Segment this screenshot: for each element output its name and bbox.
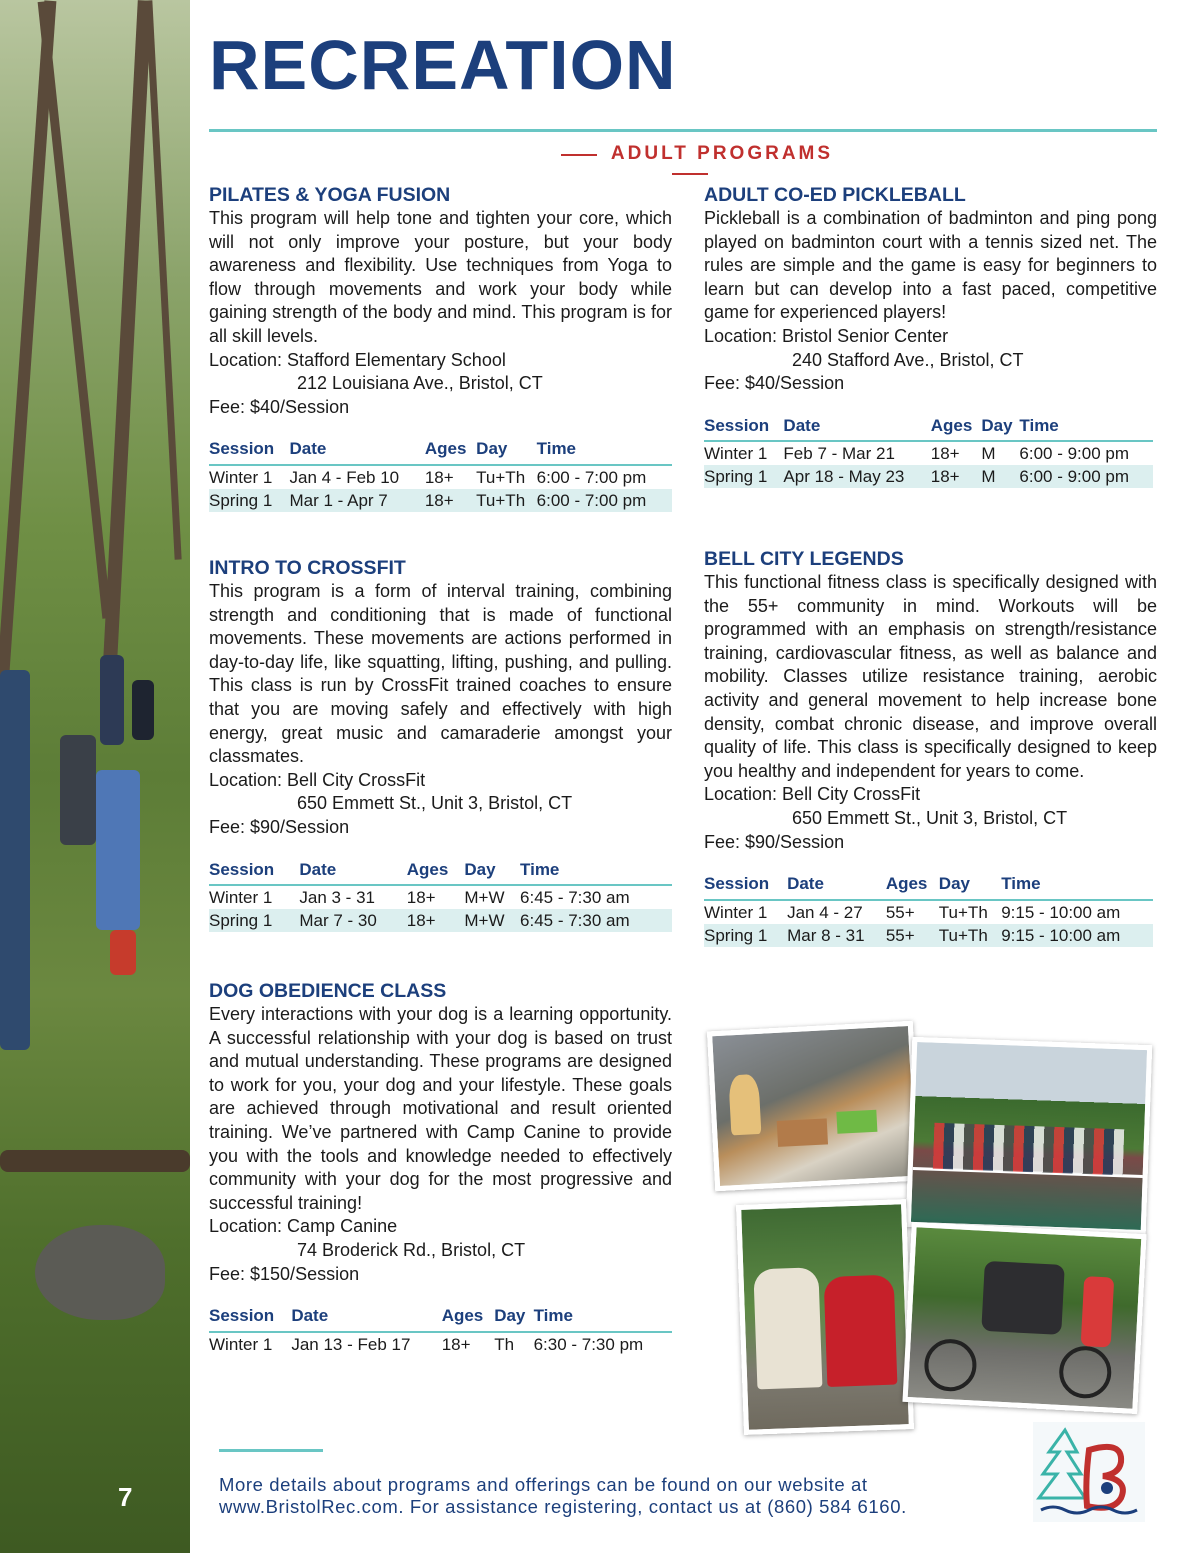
photo-detail-woman <box>824 1275 898 1387</box>
cell-date: Jan 4 - Feb 10 <box>289 467 400 487</box>
bristol-rec-logo <box>1033 1422 1145 1522</box>
cell-time: 6:30 - 7:30 pm <box>533 1334 644 1354</box>
table-row <box>209 465 672 489</box>
table-row <box>209 909 672 932</box>
program-description: Every interactions with your dog is a learning opportunity. A successful relationship with your dog is based on trust and mutual understanding. These programs are designed to work for you, your dog and your lifestyle. These goals are achieved through motivational and result oriented training. We’ve partnered with Camp Canine to provide you with the tools and knowledge needed to effectively community with your dog for the most progressive and successful training! <box>209 1004 672 1213</box>
page-title: RECREATION <box>209 26 677 104</box>
cell-ages: 55+ <box>885 902 915 922</box>
program-address: 240 Stafford Ave., Bristol, CT <box>792 349 1024 370</box>
column-header-session: Session <box>209 435 290 465</box>
cell-session: Winter 1 <box>704 902 768 922</box>
photo-detail-wheel <box>1058 1345 1113 1400</box>
cell-day: M <box>981 444 996 464</box>
cell-session: Winter 1 <box>704 444 768 464</box>
cell-ages: 18+ <box>407 909 465 932</box>
footer-info <box>219 1474 907 1518</box>
program-title: PILATES & YOGA FUSION <box>209 184 451 206</box>
column-header-session: Session <box>209 1302 291 1332</box>
cell-session: Winter 1 <box>209 1334 273 1354</box>
table-row <box>209 885 672 909</box>
column-header-time: Time <box>1001 870 1153 900</box>
column-header-date: Date <box>290 435 425 465</box>
cell-ages: 18+ <box>441 1334 471 1354</box>
program-description: This program will help tone and tighten your core, which will not only improve your posture, but your body awareness and flexibility. Use techniques from Yoga to flow through movements and work your body while gaining strength of the body and mind. This program is for all skill levels. <box>209 208 672 346</box>
photo-bike-group <box>902 1222 1146 1414</box>
program-crossfit <box>209 556 672 932</box>
program-fee: Fee: $90/Session <box>704 831 845 852</box>
column-header-time: Time <box>534 1302 672 1332</box>
column-header-date: Date <box>787 870 886 900</box>
program-title: ADULT CO-ED PICKLEBALL <box>704 184 966 206</box>
program-pilates-yoga <box>209 183 672 512</box>
schedule-table <box>704 412 1153 489</box>
cell-day: Tu+Th <box>938 902 988 922</box>
cell-session: Spring 1 <box>704 924 787 947</box>
photo-pickleball-group <box>906 1037 1152 1235</box>
cell-day: M+W <box>464 909 520 932</box>
program-title: INTRO TO CROSSFIT <box>209 557 406 579</box>
title-divider <box>209 129 1157 132</box>
cell-date: Feb 7 - Mar 21 <box>783 444 895 464</box>
cell-ages: 18+ <box>425 489 476 512</box>
column-header-session: Session <box>704 412 783 442</box>
schedule-header-row <box>704 412 1153 442</box>
cell-date: Jan 4 - 27 <box>787 902 863 922</box>
cell-session: Winter 1 <box>209 467 273 487</box>
program-address: 650 Emmett St., Unit 3, Bristol, CT <box>792 807 1068 828</box>
cell-date: Mar 7 - 30 <box>299 909 406 932</box>
cell-day: Th <box>494 1334 515 1354</box>
schedule-header-row <box>209 856 672 886</box>
cell-ages: 55+ <box>886 924 939 947</box>
program-title: DOG OBEDIENCE CLASS <box>209 980 447 1002</box>
column-header-ages: Ages <box>442 1302 495 1332</box>
cell-date: Jan 13 - Feb 17 <box>291 1334 411 1354</box>
schedule-header-row <box>704 870 1153 900</box>
cell-time: 9:15 - 10:00 am <box>1001 902 1121 922</box>
cell-day: M <box>981 465 1019 488</box>
cell-time: 9:15 - 10:00 am <box>1001 924 1153 947</box>
table-row <box>704 465 1153 488</box>
column-header-day: Day <box>981 412 1019 442</box>
column-header-day: Day <box>464 856 520 886</box>
footer-divider <box>219 1449 323 1452</box>
program-location: Location: Bell City CrossFit <box>704 784 921 805</box>
cell-session: Spring 1 <box>704 465 783 488</box>
schedule-table <box>704 870 1153 947</box>
program-fee: Fee: $150/Session <box>209 1263 360 1284</box>
column-header-day: Day <box>494 1302 533 1332</box>
table-row <box>704 441 1153 465</box>
cell-date: Jan 3 - 31 <box>299 888 375 908</box>
photo-detail-man <box>753 1267 822 1389</box>
footer-line-1: More details about programs and offerings can be found on our website at <box>219 1474 868 1495</box>
table-row <box>209 1332 672 1356</box>
program-description: Pickleball is a combination of badminton and ping pong played on badminton court with a tennis sized net. The rules are simple and the game is easy for beginners to learn but can develop into a fast paced, competitive game for experienced players! <box>704 208 1157 323</box>
photo-detail-players <box>933 1123 1124 1176</box>
program-description: This functional fitness class is specifically designed with the 55+ community in mind. Workouts will be programmed with an emphasis on strength/resistance training, cardiovascular fitness, as well as balance and mobility. Classes utilize resistance training, aerobic activity and general movement to help increase bone density, combat chronic disease, and improve overall quality of life. This class is specifically designed to keep you healthy and independent for years to come. <box>704 572 1157 781</box>
column-header-date: Date <box>291 1302 441 1332</box>
schedule-table <box>209 1302 672 1356</box>
photo-detail-wheel <box>923 1338 978 1393</box>
column-header-ages: Ages <box>931 412 982 442</box>
cell-session: Winter 1 <box>209 888 273 908</box>
photo-crafts-class <box>707 1021 921 1192</box>
program-address: 212 Louisiana Ave., Bristol, CT <box>297 373 543 394</box>
section-heading <box>520 143 860 183</box>
column-header-time: Time <box>1019 412 1153 442</box>
cell-date: Mar 8 - 31 <box>787 924 886 947</box>
cell-day: Tu+Th <box>476 467 526 487</box>
cell-time: 6:45 - 7:30 am <box>520 888 630 908</box>
program-fee: Fee: $40/Session <box>704 373 845 394</box>
table-row <box>209 489 672 512</box>
cell-ages: 18+ <box>424 467 454 487</box>
column-header-session: Session <box>209 856 299 886</box>
gear-icon <box>1101 1482 1113 1494</box>
cell-day: M+W <box>464 888 505 908</box>
page-number: 7 <box>118 1482 133 1512</box>
program-description: This program is a form of interval training, combining strength and conditioning that is made of functional movements. These movements are actions performed in day-to-day life, like squatting, lifting, pushing, and pulling. This class is run by CrossFit trained coaches to ensure that you are moving safely and effectively with high energy, great music and camaraderie amongst your classmates. <box>209 581 672 767</box>
cell-ages: 18+ <box>931 465 982 488</box>
program-pickleball <box>704 183 1157 488</box>
footer-line-2: www.BristolRec.com. For assistance registering, contact us at (860) 584 6160. <box>219 1496 907 1517</box>
program-bell-city-legends <box>704 547 1157 947</box>
program-location: Location: Camp Canine <box>209 1216 398 1237</box>
cell-ages: 18+ <box>406 888 436 908</box>
photo-seniors-portrait <box>736 1199 914 1435</box>
program-fee: Fee: $90/Session <box>209 816 350 837</box>
cell-time: 6:00 - 9:00 pm <box>1019 465 1153 488</box>
column-header-day: Day <box>476 435 536 465</box>
program-dog-obedience <box>209 979 672 1356</box>
cell-date: Mar 1 - Apr 7 <box>290 489 425 512</box>
photo-detail-paper <box>836 1110 877 1134</box>
schedule-header-row <box>209 1302 672 1332</box>
schedule-header-row <box>209 435 672 465</box>
column-header-time: Time <box>537 435 672 465</box>
schedule-table <box>209 435 672 512</box>
cell-time: 6:00 - 7:00 pm <box>536 467 647 487</box>
left-photo-fishing <box>0 0 190 1553</box>
column-header-ages: Ages <box>886 870 939 900</box>
photo-detail-rider <box>1081 1276 1115 1347</box>
program-location: Location: Bell City CrossFit <box>209 769 426 790</box>
table-row <box>704 900 1153 924</box>
section-heading-label: ADULT PROGRAMS <box>610 143 834 164</box>
schedule-table <box>209 856 672 933</box>
cell-time: 6:00 - 9:00 pm <box>1019 444 1130 464</box>
photo-detail-person <box>728 1074 761 1135</box>
program-address: 650 Emmett St., Unit 3, Bristol, CT <box>297 793 573 814</box>
column-header-ages: Ages <box>407 856 465 886</box>
cell-session: Spring 1 <box>209 909 299 932</box>
column-header-day: Day <box>939 870 1001 900</box>
section-dash-left <box>561 154 597 156</box>
table-row <box>704 924 1153 947</box>
cell-day: Tu+Th <box>476 489 536 512</box>
cell-date: Apr 18 - May 23 <box>783 465 930 488</box>
program-fee: Fee: $40/Session <box>209 396 350 417</box>
program-address: 74 Broderick Rd., Bristol, CT <box>297 1239 526 1260</box>
program-location: Location: Bristol Senior Center <box>704 325 949 346</box>
column-header-time: Time <box>520 856 672 886</box>
cell-time: 6:45 - 7:30 am <box>520 909 672 932</box>
column-header-ages: Ages <box>425 435 476 465</box>
cell-ages: 18+ <box>930 444 960 464</box>
photo-detail-car <box>981 1261 1065 1335</box>
cell-day: Tu+Th <box>939 924 1001 947</box>
cell-session: Spring 1 <box>209 489 290 512</box>
column-header-session: Session <box>704 870 787 900</box>
program-location: Location: Stafford Elementary School <box>209 349 506 370</box>
cell-time: 6:00 - 7:00 pm <box>537 489 672 512</box>
photo-detail-box <box>777 1118 828 1147</box>
section-dash-right <box>672 173 708 175</box>
program-title: BELL CITY LEGENDS <box>704 548 904 570</box>
column-header-date: Date <box>299 856 406 886</box>
column-header-date: Date <box>783 412 930 442</box>
